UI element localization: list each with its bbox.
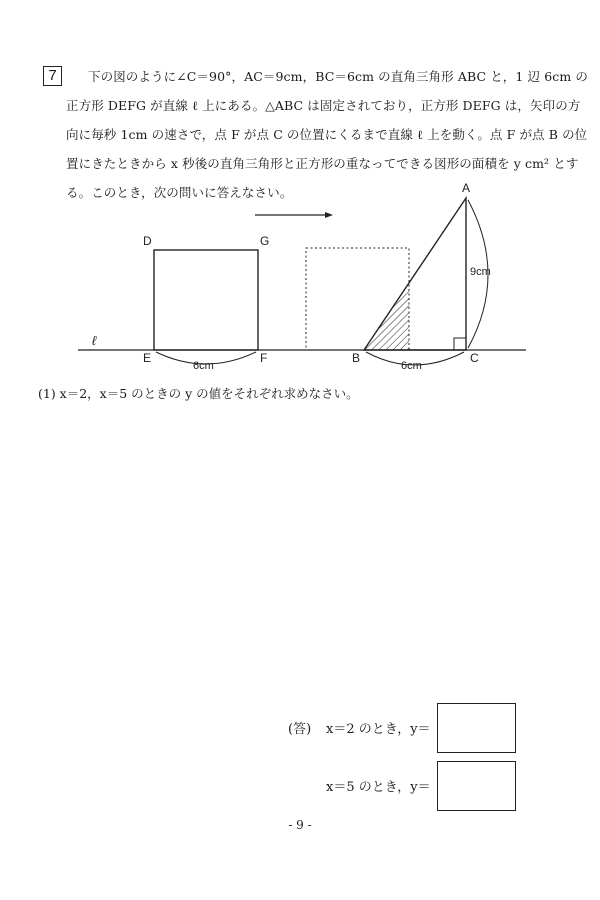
vertex-d-label: D [143, 234, 152, 248]
question-number-box: 7 [43, 66, 62, 86]
problem-text-line-2: 正方形 DEFG が直線 ℓ 上にある。△ABC は固定されており，正方形 DEFG は，矢印の方 [66, 98, 581, 113]
direction-arrow [255, 212, 333, 218]
vertex-e-label: E [143, 351, 152, 365]
answer-row-2-label: x＝5 のとき，y＝ [326, 780, 431, 795]
triangle-abc [364, 198, 466, 350]
ef-length-label: 6cm [193, 360, 214, 372]
question-1-text: (1) x＝2，x＝5 のときの y の値をそれぞれ求めなさい。 [38, 386, 359, 401]
vertex-b-label: B [352, 351, 361, 365]
answer-row-1-label: x＝2 のとき，y＝ [326, 722, 431, 737]
answer-prefix: (答) [288, 722, 312, 737]
page-number: - 9 - [288, 818, 312, 832]
right-angle-mark [454, 338, 466, 350]
vertex-c-label: C [470, 351, 479, 365]
square-defg [154, 250, 258, 350]
problem-text-line-3: 向に毎秒 1cm の速さで，点 F が点 C の位置にくるまで直線 ℓ 上を動く。点 F が点 B の位 [66, 127, 588, 142]
problem-text-line-4: 置にきたときから x 秒後の直角三角形と正方形の重なってできる図形の面積を y cm² とす [66, 156, 579, 171]
ac-length-label: 9cm [470, 266, 491, 278]
problem-text-line-5: る。このとき，次の問いに答えなさい。 [66, 185, 293, 200]
answer-box-2[interactable] [437, 761, 516, 811]
vertex-g-label: G [260, 234, 270, 248]
geometry-figure [0, 180, 600, 380]
vertex-a-label: A [462, 181, 471, 195]
answer-box-1[interactable] [437, 703, 516, 753]
line-l-label: ℓ [92, 333, 97, 348]
bc-length-label: 6cm [401, 360, 422, 372]
problem-text-line-1: 下の図のように∠C＝90°，AC＝9cm，BC＝6cm の直角三角形 ABC と，1 辺 6cm の [88, 69, 588, 84]
vertex-f-label: F [260, 351, 268, 365]
